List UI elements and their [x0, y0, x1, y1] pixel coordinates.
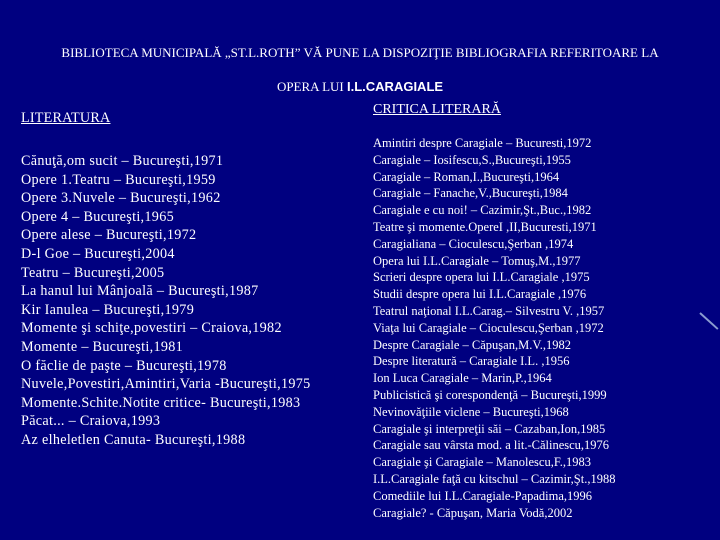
- slide-title: [0, 36, 720, 104]
- criticism-item: Caragiale şi Caragiale – Manolescu,F.,1983: [373, 455, 592, 470]
- literature-item: Momente – Bucureşti,1981: [21, 338, 184, 355]
- title-author: I.L.CARAGIALE: [347, 79, 444, 94]
- literature-item: Păcat... – Craiova,1993: [21, 413, 161, 430]
- literature-item: Momente şi schiţe,povestiri – Craiova,1982: [21, 320, 282, 337]
- criticism-item: Ion Luca Caragiale – Marin,P.,1964: [373, 371, 552, 386]
- literature-item: Opere 1.Teatru – Bucureşti,1959: [21, 171, 216, 188]
- literature-item: O făclie de paşte – Bucureşti,1978: [21, 357, 227, 374]
- literature-item: Kir Ianulea – Bucureşti,1979: [21, 301, 195, 318]
- criticism-list: [373, 135, 693, 521]
- criticism-item: Teatre şi momente.OpereI ,II,Bucuresti,1971: [373, 219, 597, 234]
- literature-column: [21, 110, 351, 450]
- literature-list: [21, 152, 351, 450]
- criticism-item: Caragiale – Roman,I.,Bucureşti,1964: [373, 169, 560, 184]
- literature-item: Opere alese – Bucureşti,1972: [21, 227, 197, 244]
- criticism-item: Caragiale – Iosifescu,S.,Bucureşti,1955: [373, 152, 571, 167]
- criticism-heading: CRITICA LITERARĂ: [373, 102, 501, 117]
- criticism-item: Caragiale e cu noi! – Cazimir,Şt.,Buc.,1982: [373, 203, 592, 218]
- literature-item: Opere 3.Nuvele – Bucureşti,1962: [21, 190, 221, 207]
- criticism-item: Caragialiana – Cioculescu,Şerban ,1974: [373, 236, 574, 251]
- criticism-item: Caragiale – Fanache,V.,Bucureşti,1984: [373, 186, 568, 201]
- title-line-2: [0, 70, 720, 104]
- literature-item: La hanul lui Mânjoală – Bucureşti,1987: [21, 283, 259, 300]
- literature-item: Momente.Schite.Notite critice- Bucureşti,1983: [21, 394, 301, 411]
- criticism-item: Despre Caragiale – Căpuşan,M.V.,1982: [373, 337, 571, 352]
- decorative-line: [699, 312, 718, 330]
- literature-item: Az elheletlen Canuta- Bucureşti,1988: [21, 431, 246, 448]
- criticism-column: [373, 102, 693, 521]
- criticism-item: Publicistică şi corespondenţă – Bucureşti,1999: [373, 387, 607, 402]
- criticism-item: Despre literatură – Caragiale I.L. ,1956: [373, 354, 570, 369]
- criticism-item: Caragiale sau vârsta mod. a lit.-Călinescu,1976: [373, 438, 610, 453]
- criticism-item: I.L.Caragiale faţă cu kitschul – Cazimir,Şt.,1988: [373, 471, 616, 486]
- criticism-item: Teatrul naţional I.L.Carag.– Silvestru V. ,1957: [373, 303, 605, 318]
- criticism-item: Comediile lui I.L.Caragiale-Papadima,1996: [373, 488, 593, 503]
- literature-heading: LITERATURA: [21, 110, 111, 126]
- criticism-item: Amintiri despre Caragiale – Bucuresti,1972: [373, 136, 592, 150]
- literature-item: Opere 4 – Bucureşti,1965: [21, 208, 174, 225]
- literature-item: Nuvele,Povestiri,Amintiri,Varia -Bucureşti,1975: [21, 376, 311, 393]
- criticism-item: Caragiale şi interpreţii săi – Cazaban,Ion,1985: [373, 421, 606, 436]
- title-line-1: BIBLIOTECA MUNICIPALĂ „ST.L.ROTH” VĂ PUNE LA DISPOZIŢIE BIBLIOGRAFIA REFERITOARE LA: [61, 45, 659, 60]
- criticism-item: Nevinovăţiile viclene – Bucureşti,1968: [373, 404, 569, 419]
- criticism-item: Viaţa lui Caragiale – Cioculescu,Şerban ,1972: [373, 320, 604, 335]
- criticism-item: Studii despre opera lui I.L.Caragiale ,1976: [373, 287, 587, 302]
- literature-item: D-l Goe – Bucureşti,2004: [21, 245, 175, 262]
- criticism-item: Scrieri despre opera lui I.L.Caragiale ,1975: [373, 270, 590, 285]
- title-prefix: OPERA LUI: [276, 79, 344, 94]
- criticism-item: Opera lui I.L.Caragiale – Tomuş,M.,1977: [373, 253, 581, 268]
- literature-item: Cănuţă,om sucit – Bucureşti,1971: [21, 153, 224, 169]
- criticism-item: Caragiale? - Căpuşan, Maria Vodă,2002: [373, 505, 573, 520]
- literature-item: Teatru – Bucureşti,2005: [21, 264, 165, 281]
